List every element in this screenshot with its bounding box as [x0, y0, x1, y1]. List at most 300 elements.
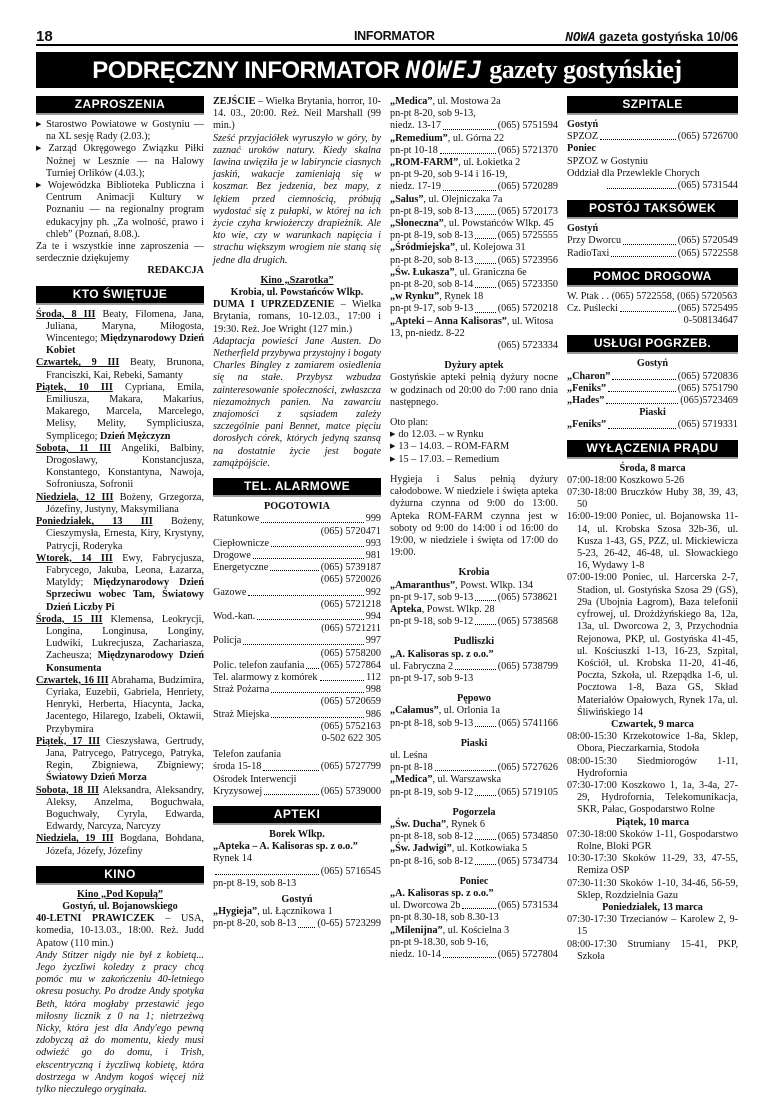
phone-number: 986	[365, 708, 381, 720]
zaproszenia-thanks: Za te i wszystkie inne zaproszenia — serdecznie dziękujemy	[36, 241, 204, 265]
phone-number: (065) 5727864	[320, 659, 381, 671]
phone-label: Gazowe	[213, 586, 247, 598]
pharmacy-name-line	[390, 291, 558, 303]
krobia-town: Krobia	[458, 567, 490, 579]
hygieja-row: pn-pt 8-20, sob 8-13 (0-65) 5723299	[213, 918, 381, 930]
phone-row	[213, 672, 381, 684]
outage-item: 10:30-17:30 Skoków 11-29, 33, 47-55, Remiza OSP	[567, 853, 738, 877]
trust-row: środa 15-18 (065) 5727799	[213, 761, 381, 773]
nameday-day: Piątek, 17 III	[36, 735, 101, 747]
nameday-names: Bożeny, Cieszymysła, Ernesta, Kiry, Krystyny, Patrycji, Roderyka	[46, 516, 204, 552]
pharmacy-name-line	[390, 133, 558, 145]
pharmacy-address: , ul. Graniczna 6e	[454, 266, 527, 278]
column-2	[213, 92, 381, 982]
piaski-town: Piaski	[460, 737, 488, 749]
pharmacy-name-line	[390, 843, 558, 855]
page-header	[36, 28, 738, 46]
kto-swietuje-list	[36, 309, 204, 858]
phone-label: Energetyczne	[213, 562, 269, 574]
nameday-names: Klemensa, Leokrycji, Longina, Longinusa, Longiny, Ludwiki, Lukrecjusza, Zachariasza, Zacheusza;	[46, 613, 204, 662]
pogotowia-subheading: POGOTOWIA	[263, 501, 331, 513]
pharmacy-address: , ul. Łokietka 2	[458, 157, 521, 169]
nameday-entry	[36, 516, 204, 553]
phone-label: pn-pt 8-20, sob 8-13	[390, 254, 474, 266]
outage-item: 16:00-19:00 Poniec, ul. Bojanowska 11-14, ul. Krobska Szosa 32b-36, ul. Kusza 1-43, GS, PZZ, ul. Mickiewicza 5-23, 26-42, 46-48, ul. Słowackiego 16, Wydawy 1-8	[567, 511, 738, 572]
film-3-title: DUMA I UPRZEDZENIE	[213, 299, 335, 311]
phone-number: 993	[365, 537, 381, 549]
nameday-day: Środa, 15 III	[36, 613, 103, 625]
nameday-entry	[36, 833, 204, 857]
drogowa-row-1: W. Ptak . . (065) 5722558, (065) 5720563	[567, 290, 738, 302]
dot-leader	[606, 395, 678, 404]
zaproszenia-list	[36, 119, 204, 241]
outage-item: 07:30-18:00 Skoków 1-11, Gospodarstwo Rolne, Bloki PGR	[567, 828, 738, 852]
outage-day: Czwartek, 9 marca	[611, 718, 694, 730]
wylaczenia-heading: WYŁĄCZENIA PRĄDU	[567, 440, 738, 457]
pharmacy-name-line	[390, 580, 558, 592]
dot-leader	[270, 562, 318, 571]
film-2-title: ZEJŚCIE	[213, 96, 256, 107]
outage-day: Poniedziałek, 13 marca	[602, 901, 703, 913]
pepowo-town: Pępowo	[457, 693, 491, 705]
nameday-day: Poniedziałek, 13 III	[36, 516, 153, 528]
dot-leader	[261, 513, 363, 522]
nameday-entry	[36, 382, 204, 443]
pharmacy-name-line	[390, 157, 558, 169]
phone-number: (065) 5720659	[320, 696, 381, 708]
phone-number: (065) 5758200	[320, 647, 381, 659]
pharmacy-name: „Św. Łukasza”	[390, 266, 455, 278]
phone-number: (065) 5720836	[677, 370, 738, 382]
phone-label: niedz. 13-17	[390, 120, 441, 132]
poniec-2-hours: pn-pt 9-18.30, sob 9-16,	[390, 936, 489, 948]
phone-number: (065) 5725555	[497, 230, 558, 242]
phone-row	[390, 303, 558, 315]
dot-leader	[475, 230, 496, 239]
poniec-2-pharmacy: „Milenijna”, ul. Kościelna 3	[390, 924, 510, 936]
phone-number: (065) 5720549	[677, 235, 738, 247]
dot-leader	[475, 255, 496, 264]
film-3-description: Adaptacja powieści Jane Austen. Do Netherfield przybywa przystojny i bogaty Charles Bingley z zamiarem osiedlenia się na stałe. Przybysz wzbudza zainteresowanie społeczności, zwłaszcza niezamożnych panien. Na zawarciu znajomości z sąsiadem zależy szczególnie pani Bennet, matce pięciu dorosłych córek, których jedyną szansą na dostatnie życie jest bogate zamążpójście.	[213, 335, 381, 469]
column-4	[567, 92, 738, 982]
banner-part1: PODRĘCZNY INFORMATOR	[92, 57, 400, 84]
plan-item: ▶ 13 – 14.03. – ROM-FARM	[390, 441, 558, 453]
column-1	[36, 92, 205, 1096]
phone-number: 0-502 622 305	[321, 732, 381, 744]
phone-number: (065) 5738621	[497, 591, 558, 603]
phone-label: pn-pt 8-18, sob 8-12	[390, 831, 474, 843]
pogorzela-pharmacies	[390, 819, 558, 868]
invitation-item: ▶ Wojewódzka Biblioteka Publiczna i Centrum Animacji Kultury w Poznaniu — na regionalny program edukacyjny ph. „Za wolność, prawo i chleb” (Poznań, 8.08.).	[36, 180, 204, 241]
szpitale-text-2a: SPZOZ w Gostyniu	[567, 155, 648, 167]
duty-text: Gostyńskie apteki pełnią dyżury nocne w godzinach od 20:00 do 7:00 rano dnia następnego.	[390, 372, 558, 408]
phone-number: (065) 5734850	[497, 831, 558, 843]
nameday-day: Sobota, 11 III	[36, 442, 112, 454]
nameday-day: Wtorek, 14 III	[36, 552, 113, 564]
phone-label: RadioTaxi	[567, 247, 610, 259]
phone-label: pn-pt 8-16, sob 8-12	[390, 855, 474, 867]
film-2-description: Sześć przyjaciółek wyruszyło w góry, by zaznać uroków natury. Kiedy skalna lawina uwięziła je w labiryncie ciasnych jaskiń, wakacje zamieniają się w koszmar. Bez jedzenia, bez mapy, z lękiem przed ciemnością, próbują wydostać się z pułapki, w której na ich życie czyha krwiożerczy drapieżnik. Ale kto wie, czy w warunkach napięcia i strachu większym wrogiem nie staną się jedne dla drugich.	[213, 132, 381, 266]
pogrzeb-town-2: Piaski	[639, 407, 666, 419]
nameday-names: Bożeny, Grzegorza, Józefiny, Justyny, Maksymiliana	[46, 491, 204, 515]
pharmacy-address: , ul. Kotkowiaka 5	[451, 843, 528, 855]
outage-item: 08:00-15:30 Krzekotowice 1-8a, Sklep, Obora, Pieczarkarnia, Stodoła	[567, 731, 738, 755]
phone-label: pn-pt 9-17, sob 9-13	[390, 591, 474, 603]
nameday-day: Środa, 8 III	[36, 308, 96, 320]
phone-label: Drogowe	[213, 549, 251, 561]
phone-row	[390, 255, 558, 267]
dot-leader	[243, 635, 363, 644]
invitation-item: ▶ Zarząd Okręgowego Związku Piłki Nożnej w Lesznie — na Halowy Turniej Orlików (4.03.);	[36, 143, 204, 180]
phone-number: (065) 5721211	[321, 623, 381, 635]
szpitale-row-1: SPZOZ (065) 5726700	[567, 131, 738, 143]
borek-hours: pn-pt 8-19, sob 8-13	[213, 877, 297, 889]
piaski-row-1: pn-pt 8-18 (065) 5727626	[390, 762, 558, 774]
phone-row	[213, 562, 381, 574]
phone-row	[390, 279, 558, 291]
outage-day: Środa, 8 marca	[619, 462, 686, 474]
phone-row	[213, 635, 381, 647]
pharmacy-address: , ul. Olejniczaka 7a	[423, 193, 503, 205]
phone-number: (065) 5721218	[320, 598, 381, 610]
nameday-day: Sobota, 18 III	[36, 784, 99, 796]
banner-nowa: NOWEJ	[405, 56, 484, 84]
duty-text-2: Hygieja i Salus pełnią dyżury całodobowe. W niedziele i święta apteka dyżurna czynna od 9:00 do 13:00. Apteka ROM-FARM czynna jest w soboty od 9:00 do 14:00 i od 16:00 do 19:00, w niedziele i święta od 17:00 do 19:00.	[390, 473, 558, 559]
szpitale-town-1: Gostyń	[567, 119, 599, 130]
pharmacy-hours: pn-pt 9-20, sob 9-14 i 16-19,	[390, 169, 508, 181]
paper-issue: gazeta gostyńska 10/06	[599, 30, 738, 44]
paper-nowa: NOWA	[565, 29, 596, 44]
outage-item: 07:00-19:00 Poniec, ul. Harcerska 2-7, Stadion, ul. Gostyńska Szosa 29 (GS), 29a (Ubojnia Łagrom), Baza telefonii cyfrowej, ul. Drożdżyńskiego 8a, 12a, 13a, ul. Dworcowa 2, 3, Przychodnia Rejonowa, PKP, ul. Gostyńska 41-45, ul. Kościuszki 1-13, 16-23, Szpital, Kościół, ul. Krobska 11-20, 41-46, Poczta, Szkoła, ul. Rzepądka 1-6, ul. Pocztowa 1-8, Baza GS, Skład Materiałów Opałowych, Rynek 17a, ul. Śliwińskiego 14	[567, 572, 738, 718]
phone-row	[567, 371, 738, 383]
hygieja-pharmacy: „Hygieja”, ul. Łącznikowa 1	[213, 906, 333, 918]
pudliszki-name: „A. Kalisoras sp. z o.o.”	[390, 648, 494, 660]
phone-row	[567, 395, 738, 407]
nameday-special: Międzynarodowy Dzień Sprzeciwu wobec Tam, Światowy Dzień Liczby Pi	[46, 577, 204, 613]
dot-leader	[475, 592, 496, 601]
nameday-names: Angeliki, Balbiny, Drogosławy, Konstancjusza, Konstantego, Konstantyna, Nawoja, Sofroniusza, Sofronii	[46, 442, 205, 491]
duty-plan	[390, 429, 558, 466]
dot-leader	[475, 206, 496, 215]
dot-leader	[611, 248, 675, 257]
poniec-town: Poniec	[459, 875, 489, 887]
pharmacy-name-line	[390, 96, 558, 108]
tel-alarmowe-list	[213, 513, 381, 745]
phone-label: Przy Dworcu	[567, 235, 622, 247]
dot-leader	[475, 856, 496, 865]
pharmacy-name: „Salus”	[390, 193, 424, 205]
szpitale-text-2b: Oddział dla Przewlekle Chorych	[567, 167, 700, 179]
pharmacy-address: , Powst. Wlkp. 134	[455, 579, 534, 591]
phone-number: (065) 5720173	[497, 205, 558, 217]
pudliszki-hours: pn-pt 9-17, sob 9-13	[390, 672, 474, 684]
phone-number: 997	[365, 635, 381, 647]
phone-label: pn-pt 9-18, sob 9-12	[390, 616, 474, 628]
nameday-entry	[36, 785, 204, 834]
phone-row	[390, 831, 558, 843]
outage-item: 08:00-17:30 Strumiany 15-41, PKP, Szkoła	[567, 938, 738, 962]
kino-heading: KINO	[36, 866, 204, 883]
krobia-pharmacies	[390, 580, 558, 629]
nameday-entry	[36, 309, 204, 358]
film-2-info: – Wielka Brytania, horror, 10-14. 03., 20:00. Reż. Neil Marshall (99 min.)	[213, 96, 381, 132]
plan-label: Oto plan:	[390, 417, 429, 429]
drogowa-row-2b: 0-508134647	[683, 315, 738, 327]
phone-row	[390, 181, 558, 193]
phone-label: pn-pt 10-18	[390, 144, 438, 156]
phone-label: „Feniks”	[567, 382, 607, 394]
tel-alarmowe-heading: TEL. ALARMOWE	[213, 478, 381, 495]
pharmacy-address: , Powst. Wlkp. 28	[421, 603, 495, 615]
taxi-town: Gostyń	[567, 223, 599, 235]
outage-item: 07:30-17:00 Koszkowo 1, 1a, 3-4a, 27-29, Hydrofornia, Telekomunikacja, SKR, Pałac, Gospodarstwo Rolne	[567, 779, 738, 816]
phone-label: Policja	[213, 635, 242, 647]
crisis-label: Ośrodek Interwencji	[213, 773, 297, 785]
pharmacy-name: „Św. Jadwigi”	[390, 843, 452, 855]
phone-row	[390, 206, 558, 218]
film-1-info: – USA, komedia, 10-13.03., 18:00. Reż. Judd Apatow (110 min.)	[36, 913, 204, 949]
phone-label: pn-pt 8-19, sob 8-13	[390, 230, 474, 242]
phone-number: (065) 5720218	[497, 303, 558, 315]
phone-label: Polic. telefon zaufania	[213, 659, 305, 671]
pharmacy-name: „Apteki – Anna Kalisoras”	[390, 315, 507, 327]
film-3	[213, 299, 381, 336]
invitation-item: ▶ Starostwo Powiatowe w Gostyniu — na XL sesję Rady (2.03.);	[36, 119, 204, 143]
nameday-names: Cypriana, Emila, Emiliusza, Makara, Makarius, Makarego, Marcela, Marcelego, Melisy, Melity, Sympliciusza, Symplicego;	[46, 381, 204, 442]
phone-number: (065) 5751594	[497, 120, 558, 132]
film-3-info: – Wielka Brytania, romans, 10-12.03., 17:00 i 19:30. Reż. Joe Wright (127 min.)	[213, 299, 381, 335]
szpitale-town-2: Poniec	[567, 143, 596, 155]
pharmacy-name-line	[390, 267, 558, 279]
phone-row	[390, 120, 558, 132]
pepowo-pharmacy: „Całamus”, ul. Orlonia 1a	[390, 705, 501, 717]
dot-leader	[443, 181, 496, 190]
film-2	[213, 96, 381, 133]
phone-number: (065) 5723334	[497, 340, 558, 352]
kino-venue-2: Kino „Szarotka”	[260, 274, 334, 286]
nameday-day: Niedziela, 12 III	[36, 491, 114, 503]
pharmacy-name-line	[390, 604, 558, 616]
dot-leader	[271, 684, 363, 693]
phone-label: pn-pt 9-17, sob 9-13	[390, 303, 474, 315]
phone-label: Tel. alarmowy z komórek	[213, 671, 318, 683]
paper-name	[565, 29, 738, 44]
pharmacy-address: , ul. Kolejowa 31	[455, 242, 526, 254]
pogrzeb-list	[567, 371, 738, 408]
phone-label: „Hades”	[567, 395, 605, 407]
pharmacy-address: , ul. Górna 22	[447, 132, 505, 144]
dot-leader	[443, 120, 496, 129]
dot-leader	[248, 587, 363, 596]
taxi-heading: POSTÓJ TAKSÓWEK	[567, 200, 738, 217]
phone-label: „Charon”	[567, 370, 611, 382]
drogowa-row-2: Cz. Puślecki (065) 5725495	[567, 303, 738, 315]
apteki-heading: APTEKI	[213, 806, 381, 823]
outage-day: Piątek, 10 marca	[615, 816, 690, 828]
phone-number: (065) 5720289	[497, 181, 558, 193]
kino-venue-1: Kino „Pod Kopułą”	[76, 888, 164, 900]
nameday-names: Ewy, Fabrycjusza, Fabrycego, Jakuba, Leona, Łazarza, Matyldy;	[46, 552, 204, 589]
dot-leader	[271, 709, 363, 718]
phone-row	[390, 230, 558, 242]
pharmacy-address: , Rynek 18	[439, 291, 484, 303]
dot-leader	[475, 831, 496, 840]
nameday-entry	[36, 492, 204, 516]
szpitale-row-2: (065) 5731544	[567, 180, 738, 192]
outage-item: 07:00-18:00 Koszkowo 5-26	[567, 474, 685, 486]
phone-number: (065) 5722558	[677, 247, 738, 259]
dot-leader	[271, 538, 364, 547]
outage-item: 08:00-15:30 Siedmiorogów 1-11, Hydrofornia	[567, 755, 738, 779]
pogorzela-town: Pogorzela	[452, 806, 496, 818]
phone-number: (065) 5738568	[497, 616, 558, 628]
nameday-names: Abrahama, Budzimira, Cyriaka, Euzebii, Gabriela, Henriety, Henryki, Herberta, Hiacynta, Jacka, Jacentego, Hilarego, Izabeli, Oktawii, Przybymira	[46, 674, 204, 735]
szpitale-heading: SZPITALE	[567, 96, 738, 113]
nameday-entry	[36, 736, 204, 785]
nameday-names: Cieszysława, Gertrudy, Jana, Patrycego, Patrycego, Patryka, Regin, Zbigniewa, Zbigniewy;	[46, 735, 204, 772]
phone-row	[567, 248, 738, 260]
nameday-day: Piątek, 10 III	[36, 381, 113, 393]
dot-leader	[608, 383, 676, 392]
dot-leader	[253, 550, 364, 559]
phone-row	[567, 235, 738, 247]
phone-number: 998	[365, 684, 381, 696]
pharmacy-address: , ul. Mostowa 2a	[432, 96, 501, 107]
dot-leader	[475, 303, 496, 312]
pharmacy-name: „w Rynku”	[390, 291, 440, 303]
pharmacy-name: „Remedium”	[390, 132, 448, 144]
phone-row	[213, 550, 381, 562]
phone-number: (065) 5723956	[497, 254, 558, 266]
phone-number: (065)5723469	[680, 395, 738, 407]
phone-row	[390, 145, 558, 157]
phone-number: 992	[365, 586, 381, 598]
pogrzeb-row-piaski: „Feniks” (065) 5719331	[567, 419, 738, 431]
column-3	[390, 92, 558, 982]
phone-row	[213, 709, 381, 721]
phone-label: pn-pt 8-20, sob 8-14	[390, 279, 474, 291]
pharmacy-name-line	[390, 316, 558, 340]
nameday-special: Międzynarodowy Dzień Kobiet	[46, 333, 204, 357]
phone-number: 112	[366, 671, 381, 683]
pharmacy-name: „Medica”	[390, 96, 433, 107]
kino-venue-2-address: Krobia, ul. Powstańców Wlkp.	[230, 287, 364, 299]
poniec-2-row: niedz. 10-14 (065) 5727804	[390, 949, 558, 960]
dot-leader	[612, 371, 675, 380]
film-1-title: 40-LETNI PRAWICZEK	[36, 913, 155, 925]
nameday-day: Czwartek, 16 III	[36, 674, 109, 686]
phone-number: (065) 5751790	[677, 382, 738, 394]
nameday-entry	[36, 443, 204, 492]
phone-row	[390, 616, 558, 628]
outage-item: 07:30-11:30 Skoków 1-10, 34-46, 56-59, Sklep, Rozdzielnia Gazu	[567, 877, 738, 901]
phone-number: (065) 5723350	[497, 279, 558, 291]
phone-label: niedz. 17-19	[390, 181, 441, 193]
piaski-street: ul. Leśna	[390, 749, 428, 761]
dot-leader	[475, 279, 496, 288]
kto-swietuje-heading: KTO ŚWIĘTUJE	[36, 286, 204, 303]
gostyn-town: Gostyń	[281, 893, 313, 905]
phone-label: Wod.-kan.	[213, 610, 256, 622]
pharmacy-name-line	[390, 218, 558, 230]
phone-label: Ciepłownicze	[213, 537, 270, 549]
nameday-entry	[36, 675, 204, 736]
borek-pharmacy: „Apteka – A. Kalisoras sp. z o.o.” Rynek 14	[213, 841, 358, 865]
nameday-entry	[36, 614, 204, 675]
phone-label: pn-pt 8-19, sob 8-13	[390, 205, 474, 217]
outage-item: 07:30-17:30 Trzecianów – Karolew 2, 9-15	[567, 914, 738, 938]
pharmacy-name: „Św. Ducha”	[390, 818, 447, 830]
dot-leader	[475, 616, 496, 625]
pharmacy-name: „Śródmiejska”	[390, 242, 456, 254]
nameday-special: Dzień Mężczyzn	[100, 430, 171, 442]
phone-number: (065) 5720026	[320, 574, 381, 586]
pharmacy-hours: pn-pt 8-20, sob 9-13,	[390, 108, 476, 120]
drogowa-heading: POMOC DROGOWA	[567, 268, 738, 285]
trust-label: Telefon zaufania	[213, 749, 282, 761]
taxi-list	[567, 235, 738, 259]
poniec-1-name: „A. Kalisoras sp. z o.o.”	[390, 887, 494, 899]
plan-item: ▶ 15 – 17.03. – Remedium	[390, 454, 558, 466]
pharmacy-name-line	[390, 819, 558, 831]
crisis-row: Kryzysowej (065) 5739000	[213, 785, 381, 797]
nameday-names: Beaty, Brunona, Franciszki, Kai, Rebeki, Samanty	[46, 357, 204, 381]
phone-number: (065) 5721370	[497, 144, 558, 156]
phone-row	[213, 660, 381, 672]
phone-row	[390, 592, 558, 604]
phone-row	[390, 856, 558, 868]
nameday-names: Aleksandra, Aleksandry, Aleksy, Anzelma, Boguchwała, Boguchwały, Cyryla, Edwarda, Edwardy, Narcyza, Narcyzy	[46, 784, 204, 833]
pharmacy-address: , ul. Powstańców Wlkp. 45	[443, 218, 554, 230]
phone-row	[213, 684, 381, 696]
phone-label: Straż Pożarna	[213, 684, 270, 696]
phone-number: (065) 5734734	[497, 855, 558, 867]
pepowo-row: pn-pt 8-18, sob 9-13 (065) 5741166	[390, 717, 558, 729]
phone-row	[213, 538, 381, 550]
pharmacy-name-line	[390, 242, 558, 254]
pharmacy-name: „Słoneczna”	[390, 218, 444, 230]
nameday-names: Beaty, Filomena, Jana, Juliana, Maryna, Miłogosta, Wincentego;	[46, 308, 204, 345]
pudliszki-row: ul. Fabryczna 2 (065) 5738799	[390, 660, 558, 672]
piaski-row-2: pn-pt 8-19, sob 9-12 (065) 5719105	[390, 786, 558, 798]
nameday-special: Światowy Dzień Morza	[46, 772, 147, 784]
phone-row	[213, 587, 381, 599]
phone-number: 981	[365, 549, 381, 561]
phone-row	[213, 611, 381, 623]
phone-label: Ratunkowe	[213, 513, 260, 525]
pogrzeb-town-1: Gostyń	[636, 358, 669, 370]
phone-number: 999	[365, 513, 381, 525]
phone-row	[567, 383, 738, 395]
pharmacy-name: „Amaranthus”	[390, 579, 456, 591]
film-1-description: Andy Stitzer nigdy nie był z kobietą... Jego życzliwi koledzy z pracy chcą pomóc mu w zakończeniu 40-letniego okresu posuchy. Po drodze Andy spotyka Beth, która mogłaby przestawić jego miłosny licznik z 0 na 1; nietrzeźwą Nicky, która jest dla Andy'ego pewną zdobyczą aż do momentu, kiedy musi odwieźć go do domu, i Trish, ekscentryczną i życzliwą kobietę, która dostrzega w Andym kogoś więcej niż tylko nieczułego oryginała.	[36, 949, 204, 1096]
piaski-pharmacy-2: „Medica”, ul. Warszawska	[390, 774, 502, 786]
dot-leader	[257, 611, 364, 620]
page-banner	[36, 52, 738, 88]
phone-label: Straż Miejska	[213, 708, 270, 720]
pharmacy-address: , ul. Witosa 13, pn-niedz. 8-22	[390, 315, 554, 339]
zaproszenia-heading: ZAPROSZENIA	[36, 96, 204, 113]
pharmacy-name-line	[390, 194, 558, 206]
nameday-day: Czwartek, 9 III	[36, 357, 120, 369]
phone-number: 994	[365, 610, 381, 622]
phone-row	[213, 513, 381, 525]
dot-leader	[440, 145, 496, 154]
wylaczenia-list	[567, 463, 738, 963]
phone-number: (065) 5720471	[320, 525, 381, 537]
poniec-1-hours: pn-pt 8.30-18, sob 8.30-13	[390, 912, 499, 924]
nameday-special: Międzynarodowy Dzień Konsumenta	[46, 650, 204, 674]
